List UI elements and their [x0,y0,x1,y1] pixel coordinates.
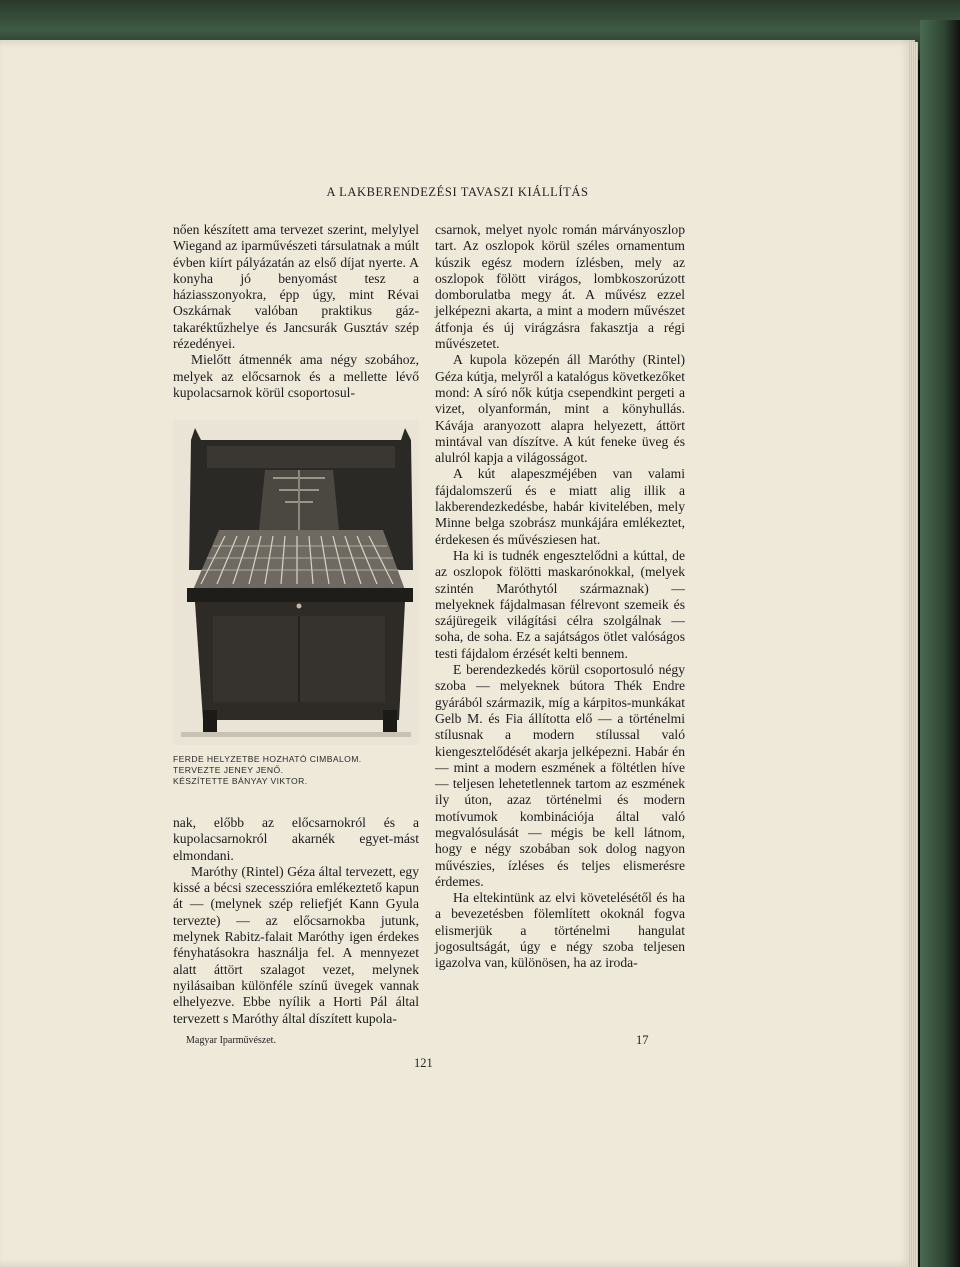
paragraph: Ha eltekintünk az elvi követelésétől és ha a bevezetésben fölemlített okoknál fogva elismerjük a történelmi hangulat jogosultságát, úgy e négy szoba teljesen igazolva van, különösen, ha az iroda- [435,890,685,971]
paragraph: nak, előbb az előcsarnokról és a kupolacsarnokról akarnék egyet-mást elmondani. [173,815,419,863]
cimbalom-illustration [173,420,419,745]
caption-line: TERVEZTE JENEY JENŐ. [173,765,284,775]
paragraph: nően készített ama tervezet szerint, melylyel Wiegand az iparművészeti társulatnak a múlt évben kiírt pályázatán az első díjat nyerte. A konyha jó benyomást tesz a háziasszonyokra, épp úgy, mint Révai Oszkárnak valóban praktikus gáz-takaréktűzhelye és Jancsurák Gusztáv szép rézedényei. [173,222,419,352]
paragraph: Mielőtt átmennék ama négy szobához, melyek az előcsarnok és a mellette lévő kupolacsarnok körül csoportosul- [173,352,419,400]
right-column [435,222,685,972]
paragraph: A kupola közepén áll Maróthy (Rintel) Géza kútja, melyről a katalógus következőket mond: A síró nők kútja csependkint pergeti a vizet, olyanformán, mint a könyhullás. Kávája aranyozott alapra helyezett, áttört mintával van díszítve. A kút feneke üveg és alulról kapja a világosságot. [435,352,685,466]
running-head: A LAKBERENDEZÉSI TAVASZI KIÁLLÍTÁS [326,185,589,199]
caption-line: KÉSZÍTETTE BÁNYAY VIKTOR. [173,776,308,786]
paragraph: csarnok, melyet nyolc román márványoszlop tart. Az oszlopok körül széles ornamentum kúszik egész modern ízlésben, mely az oszlopok fölött virágos, lombkoszorúzott domborulatba megy át. A művész ezzel jelképezni akarta, a mint a modern művészet átfonja és új virágzásra fakasztja a régi művészetet. [435,222,685,352]
journal-name: Magyar Iparművészet. [186,1035,276,1046]
signature-number: 17 [636,1033,649,1047]
page-number: 121 [414,1056,433,1070]
cimbalom-photo [173,420,419,745]
page-stack-edge [908,42,918,1267]
left-column-top [173,222,419,401]
left-column-bottom [173,815,419,1027]
paragraph: Maróthy (Rintel) Géza által tervezett, egy kissé a bécsi szecesszióra emlékeztető kapun át — (melynek szép reliefjét Kann Gyula tervezte) — az előcsarnokba jutunk, melynek Rabitz-falait Maróthy igen érdekes fényhatásokra használja fel. A mennyezet alatt áttört szalagot vezet, melynek nyilásaiban különféle színű üvegek vannak elhelyezve. Ebbe nyílik a Horti Pál által tervezett s Maróthy által díszített kupola- [173,863,419,1026]
book-cover-right-edge [920,20,960,1267]
paragraph: E berendezkedés körül csoportosuló négy szoba — melyeknek bútora Thék Endre gyárából származik, míg a kárpitos-munkákat Gelb M. és Fia állította elő — a történelmi stílusnak a modern stílussal való kiengesztelődését akarja jelképezni. Habár én — mint a modern eszmének a föltétlen híve — teljesen lehetetlennek tartom az eszmének ily úton, azaz történelmi és modern motívumok kombinációja által való megvalósulását — mégis be kell látnom, hogy e négy szobában sok dolog nagyon művészies, ízléses és teljes elismerésre érdemes. [435,662,685,889]
figure-caption [173,754,423,787]
paragraph: Ha ki is tudnék engesztelődni a kúttal, de az oszlopok fölötti maskarónokkal, (melyek szintén Maróthytól származnak) — melyeknek fájdalmasan félrevont szemeik és szájüregeik világítási célra szolgálnak — soha, de soha. Ez a sajátságos ötlet valóságos testi fájdalom érzését kelti bennem. [435,547,685,661]
caption-line: FERDE HELYZETBE HOZHATÓ CIMBALOM. [173,754,362,764]
paragraph: A kút alapeszméjében van valami fájdalomszerű és e miatt alig illik a lakberendezkedésbe, habár kivitelében, mely Minne belga szobrász munkájára emlékeztet, érdekesen és művésziesen hat. [435,466,685,547]
